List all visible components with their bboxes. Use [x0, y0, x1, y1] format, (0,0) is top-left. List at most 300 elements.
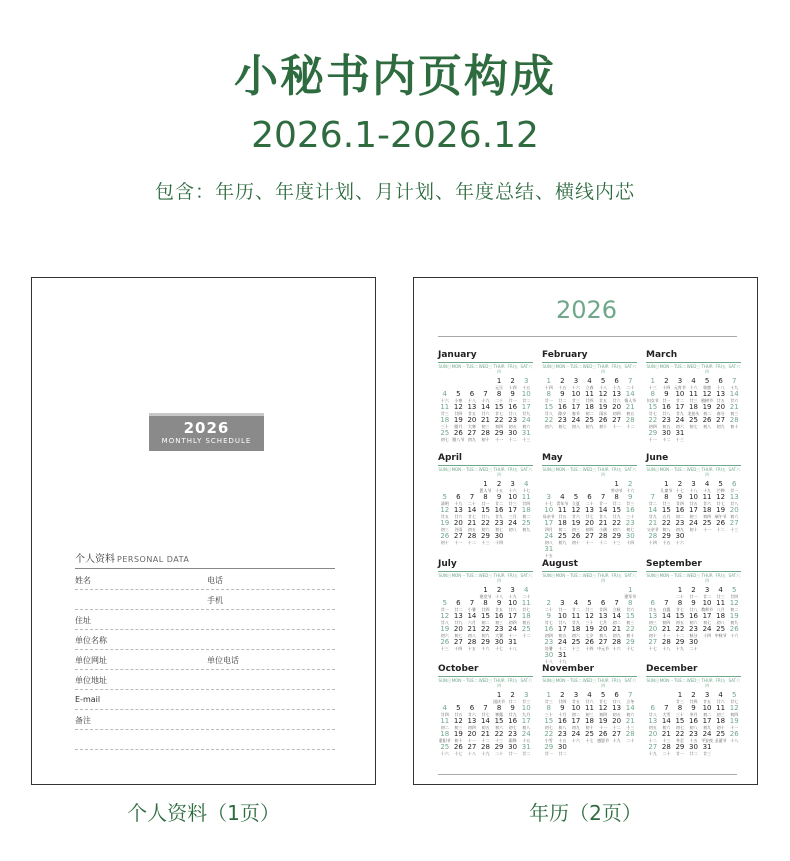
day-cell — [596, 599, 610, 612]
day-cell — [452, 493, 466, 506]
day-number: 18 — [702, 506, 712, 514]
day-number: 20 — [467, 730, 477, 738]
lunar-date: 十六 — [508, 488, 517, 493]
day-number: 9 — [560, 704, 565, 712]
day-number: 24 — [521, 730, 531, 738]
day-number: 19 — [440, 625, 450, 633]
lunar-date: 初四 — [495, 424, 504, 429]
day-cell — [610, 704, 624, 717]
form-field-label: 手机 — [207, 596, 223, 605]
lunar-date: 二十 — [467, 501, 476, 506]
lunar-date: 圣诞节 — [714, 738, 727, 743]
day-number: 8 — [496, 390, 502, 398]
day-number: 7 — [627, 691, 633, 699]
lunar-date: 廿三 — [662, 501, 671, 506]
day-number: 6 — [718, 377, 723, 385]
day-cell — [687, 717, 701, 730]
weekday-label: THUR四 — [701, 678, 713, 688]
day-cell — [492, 717, 506, 730]
lunar-date: 初六 — [689, 620, 698, 625]
day-cell — [492, 691, 506, 704]
lunar-date: 劳动节 — [610, 488, 623, 493]
form-field-label: 单位电话 — [207, 656, 239, 665]
lunar-date: 感恩节 — [597, 738, 610, 743]
day-cell — [556, 493, 570, 506]
day-number: 25 — [521, 519, 531, 527]
lunar-date: 初九 — [675, 527, 684, 532]
day-number: 10 — [508, 493, 518, 501]
day-cell — [610, 599, 624, 612]
day-cell — [465, 532, 479, 545]
day-cell — [519, 691, 533, 704]
lunar-date: 十七 — [544, 501, 553, 506]
day-cell — [660, 586, 674, 599]
lunar-date: 初六 — [571, 633, 580, 638]
lunar-date: 三十 — [626, 514, 635, 519]
day-number: 16 — [508, 717, 518, 725]
weekday-label: FRI五 — [611, 364, 622, 369]
lunar-date: 初三 — [689, 514, 698, 519]
day-cell — [687, 403, 701, 416]
lunar-date: 廿六 — [508, 607, 517, 612]
lunar-date: 廿八 — [544, 411, 553, 416]
lunar-date: 廿五 — [467, 411, 476, 416]
lunar-date: 十六 — [626, 488, 635, 493]
day-cell — [438, 493, 452, 506]
day-number: 2 — [546, 599, 552, 607]
day-number: 5 — [704, 377, 710, 385]
day-cell — [623, 519, 637, 532]
lunar-date: 廿五 — [599, 398, 608, 403]
day-cell — [714, 586, 728, 599]
day-number: 25 — [702, 519, 712, 527]
weekday-label: FRI五 — [611, 573, 622, 578]
lunar-date: 廿一 — [544, 398, 553, 403]
weekday-label: SAT六 — [520, 678, 532, 683]
yearly-calendar-page — [413, 277, 758, 785]
day-number: 5 — [731, 691, 737, 699]
day-number: 26 — [571, 532, 581, 540]
day-number: 7 — [614, 599, 619, 607]
lunar-date: 十八 — [599, 385, 608, 390]
day-cell — [465, 377, 479, 390]
day-cell — [687, 599, 701, 612]
day-cell — [492, 730, 506, 743]
day-number: 14 — [481, 403, 490, 411]
lunar-date: 初九 — [571, 725, 580, 730]
weekday-label: SUN日 — [646, 573, 660, 578]
day-cell — [519, 638, 533, 651]
lunar-date: 初十 — [689, 527, 698, 532]
month-name: October — [438, 664, 479, 674]
lunar-date: 初六 — [495, 725, 504, 730]
lunar-date: 廿二 — [558, 398, 567, 403]
day-cell — [610, 416, 624, 429]
day-cell — [623, 532, 637, 545]
day-number: 2 — [677, 480, 683, 488]
lunar-date: 十七 — [648, 646, 657, 651]
day-number: 15 — [661, 506, 671, 514]
day-cell — [569, 651, 583, 664]
day-cell — [542, 612, 556, 625]
lunar-date: 廿一 — [689, 594, 698, 599]
lunar-date: 十五 — [522, 738, 531, 743]
day-cell — [465, 519, 479, 532]
lunar-date: 十四 — [454, 646, 463, 651]
day-number: 1 — [614, 480, 619, 488]
day-cell — [673, 506, 687, 519]
lunar-date: 儿童节 — [660, 488, 673, 493]
lunar-date: 廿二 — [495, 501, 504, 506]
weekday-label: THUR四 — [701, 573, 713, 583]
day-grid — [646, 377, 741, 442]
day-cell — [452, 691, 466, 704]
day-cell — [452, 390, 466, 403]
lunar-date: 十七 — [454, 751, 463, 756]
form-field-label: 姓名 — [75, 576, 91, 585]
day-cell — [646, 612, 660, 625]
day-cell — [506, 704, 520, 717]
day-cell — [660, 377, 674, 390]
day-cell — [610, 480, 624, 493]
day-cell — [556, 638, 570, 651]
day-cell — [556, 480, 570, 493]
lunar-date: 十九 — [481, 751, 490, 756]
day-cell — [583, 586, 597, 599]
lunar-date: 廿九 — [571, 620, 580, 625]
day-cell — [583, 704, 597, 717]
day-cell — [610, 625, 624, 638]
lunar-date: 十六 — [689, 385, 698, 390]
day-cell — [646, 416, 660, 429]
day-cell — [506, 493, 520, 506]
day-cell — [465, 506, 479, 519]
day-number: 23 — [508, 416, 518, 424]
lunar-date: 雨水 — [599, 411, 608, 416]
day-number: 15 — [544, 717, 554, 725]
day-cell — [479, 416, 493, 429]
lunar-date: 十九 — [558, 659, 567, 664]
day-cell — [646, 506, 660, 519]
day-cell — [542, 691, 556, 704]
day-cell — [714, 403, 728, 416]
day-number: 16 — [544, 625, 554, 633]
weekday-label: FRI五 — [715, 573, 726, 578]
day-number: 15 — [625, 612, 635, 620]
lunar-date: 十六 — [481, 646, 490, 651]
day-cell — [727, 612, 741, 625]
weekday-label: SAT六 — [624, 678, 636, 683]
day-number: 24 — [557, 638, 567, 646]
lunar-date: 小满 — [599, 527, 608, 532]
day-cell — [687, 519, 701, 532]
day-cell — [569, 480, 583, 493]
weekday-label: SUN日 — [438, 467, 452, 472]
day-number: 12 — [453, 717, 463, 725]
lunar-date: 寒露 — [495, 712, 504, 717]
lunar-date: 十二 — [467, 540, 476, 545]
day-cell — [700, 416, 714, 429]
lunar-date: 廿五 — [558, 514, 567, 519]
day-cell — [727, 599, 741, 612]
lunar-date: 廿一 — [440, 607, 449, 612]
day-cell — [465, 730, 479, 743]
month-name: May — [542, 453, 563, 463]
lunar-date: 中秋节 — [714, 633, 727, 638]
weekday-header — [646, 362, 741, 375]
lunar-date: 廿八 — [508, 411, 517, 416]
day-cell — [506, 743, 520, 756]
lunar-date: 廿五 — [703, 699, 712, 704]
day-number: 14 — [625, 390, 635, 398]
day-number: 11 — [521, 599, 531, 607]
lunar-date: 廿七 — [495, 411, 504, 416]
day-number: 3 — [704, 586, 710, 594]
weekday-label: SUN日 — [646, 678, 660, 683]
day-number: 22 — [625, 625, 635, 633]
lunar-date: 初三 — [571, 527, 580, 532]
lunar-date: 廿八 — [648, 712, 657, 717]
lunar-date: 十八 — [467, 398, 476, 403]
day-cell — [610, 638, 624, 651]
day-cell — [492, 390, 506, 403]
lunar-date: 初二 — [571, 712, 580, 717]
calendar-year: 2026 — [555, 296, 618, 324]
day-number: 4 — [573, 599, 579, 607]
day-cell — [506, 403, 520, 416]
weekday-label: THUR四 — [493, 573, 505, 583]
day-number: 27 — [612, 730, 622, 738]
lunar-date: 十六 — [571, 738, 580, 743]
day-cell — [492, 493, 506, 506]
day-number: 16 — [689, 612, 698, 620]
day-cell — [583, 480, 597, 493]
lunar-date: 十三 — [648, 385, 657, 390]
day-number: 31 — [508, 638, 518, 646]
day-cell — [519, 416, 533, 429]
weekday-label: TUE二 — [569, 573, 582, 578]
day-number: 2 — [691, 691, 696, 699]
day-number: 22 — [675, 730, 685, 738]
day-cell — [583, 545, 597, 558]
day-cell — [673, 743, 687, 756]
day-number: 5 — [731, 586, 737, 594]
month-name: August — [542, 559, 578, 569]
day-number: 14 — [661, 612, 671, 620]
day-cell — [714, 416, 728, 429]
day-cell — [700, 717, 714, 730]
lunar-date: 除夕 — [558, 411, 567, 416]
day-number: 28 — [467, 532, 477, 540]
weekday-label: TUE二 — [569, 678, 582, 683]
day-cell — [583, 532, 597, 545]
day-cell — [687, 493, 701, 506]
day-number: 18 — [521, 612, 531, 620]
day-number: 1 — [677, 691, 683, 699]
day-number: 5 — [600, 691, 606, 699]
day-cell — [465, 586, 479, 599]
day-cell — [673, 532, 687, 545]
day-cell — [687, 480, 701, 493]
lunar-date: 八月 — [716, 607, 725, 612]
day-number: 24 — [508, 625, 518, 633]
lunar-date: 二十 — [544, 607, 553, 612]
lunar-date: 中元节 — [597, 646, 610, 651]
lunar-date: 廿二 — [612, 501, 621, 506]
day-cell — [542, 717, 556, 730]
day-number: 8 — [546, 704, 552, 712]
day-number: 11 — [689, 390, 698, 398]
day-number: 16 — [689, 717, 698, 725]
day-number: 2 — [627, 480, 633, 488]
day-number: 3 — [546, 493, 552, 501]
day-cell — [465, 390, 479, 403]
lunar-date: 十八 — [662, 646, 671, 651]
day-cell — [583, 599, 597, 612]
lunar-date: 十八 — [689, 488, 698, 493]
day-number: 13 — [716, 390, 726, 398]
day-grid — [646, 691, 741, 756]
day-number: 22 — [544, 730, 554, 738]
day-cell — [569, 493, 583, 506]
day-cell — [519, 730, 533, 743]
day-number: 21 — [467, 625, 477, 633]
weekday-label: MON一 — [451, 364, 466, 369]
lunar-date: 廿九 — [612, 514, 621, 519]
lunar-date: 妇女节 — [646, 398, 659, 403]
lunar-date: 十五 — [662, 540, 671, 545]
lunar-date: 廿一 — [662, 398, 671, 403]
day-number: 19 — [453, 730, 463, 738]
day-number: 30 — [625, 532, 635, 540]
lunar-date: 廿八 — [440, 620, 449, 625]
form-field-label: 单位名称 — [75, 636, 107, 645]
personal-data-heading — [75, 550, 335, 569]
day-cell — [556, 691, 570, 704]
day-cell — [479, 532, 493, 545]
day-number: 10 — [702, 599, 712, 607]
lunar-date: 廿六 — [716, 699, 725, 704]
day-cell — [479, 730, 493, 743]
form-field-label: 备注 — [75, 716, 91, 725]
lunar-date: 腊月 — [454, 424, 463, 429]
lunar-date: 初六 — [544, 424, 553, 429]
day-cell — [506, 416, 520, 429]
weekday-label: SUN日 — [438, 573, 452, 578]
day-number: 30 — [494, 532, 504, 540]
day-number: 6 — [650, 704, 656, 712]
weekday-label: TUE二 — [673, 573, 686, 578]
day-cell — [660, 506, 674, 519]
lunar-date: 初三 — [585, 712, 594, 717]
lunar-date: 十六 — [612, 646, 621, 651]
form-row — [75, 570, 335, 590]
day-cell — [506, 717, 520, 730]
day-number: 23 — [675, 519, 685, 527]
day-cell — [687, 586, 701, 599]
day-cell — [687, 638, 701, 651]
lunar-date: 愚人节 — [479, 488, 492, 493]
day-cell — [569, 730, 583, 743]
day-number: 7 — [483, 390, 488, 398]
day-number: 31 — [675, 429, 685, 437]
month-name: February — [542, 350, 588, 360]
day-number: 6 — [469, 390, 475, 398]
lunar-date: 廿七 — [522, 607, 531, 612]
day-number: 9 — [496, 493, 502, 501]
lunar-date: 十九 — [612, 385, 621, 390]
day-number: 19 — [729, 612, 739, 620]
day-number: 14 — [729, 390, 739, 398]
day-cell — [479, 691, 493, 704]
day-cell — [673, 429, 687, 442]
lunar-date: 廿四 — [730, 594, 739, 599]
day-cell — [542, 403, 556, 416]
day-cell — [673, 403, 687, 416]
weekday-label: SUN日 — [438, 364, 452, 369]
lunar-date: 廿四 — [522, 501, 531, 506]
lunar-date: 十六 — [730, 633, 739, 638]
day-cell — [673, 704, 687, 717]
day-cell — [438, 638, 452, 651]
day-number: 23 — [544, 638, 554, 646]
day-cell — [623, 638, 637, 651]
lunar-date: 初九 — [703, 725, 712, 730]
day-cell — [452, 480, 466, 493]
weekday-label: WED三 — [582, 678, 597, 683]
day-cell — [646, 691, 660, 704]
weekday-label: WED三 — [582, 467, 597, 472]
day-cell — [492, 416, 506, 429]
day-number: 30 — [494, 638, 504, 646]
lunar-date: 初七 — [508, 725, 517, 730]
lunar-date: 重阳节 — [438, 738, 451, 743]
form-row — [75, 650, 335, 670]
day-cell — [623, 730, 637, 743]
lunar-date: 初七 — [495, 527, 504, 532]
lunar-date: 初八 — [508, 527, 517, 532]
day-number: 3 — [523, 377, 529, 385]
day-number: 28 — [648, 532, 658, 540]
lunar-date: 廿九 — [522, 411, 531, 416]
day-cell — [583, 651, 597, 664]
day-number: 11 — [585, 704, 594, 712]
day-number: 5 — [456, 390, 461, 398]
lunar-date: 初二 — [703, 411, 712, 416]
lunar-date: 廿三 — [675, 699, 684, 704]
day-cell — [542, 586, 556, 599]
day-cell — [438, 730, 452, 743]
day-cell — [542, 743, 556, 756]
day-cell — [569, 743, 583, 756]
form-row — [75, 730, 335, 750]
day-cell — [465, 691, 479, 704]
weekday-header — [542, 362, 637, 375]
day-number: 12 — [440, 612, 450, 620]
lunar-date: 廿六 — [454, 514, 463, 519]
day-cell — [506, 506, 520, 519]
day-cell — [646, 493, 660, 506]
day-cell — [542, 625, 556, 638]
lunar-date: 十三 — [612, 540, 621, 545]
lunar-date: 初四 — [544, 633, 553, 638]
day-cell — [479, 717, 493, 730]
day-cell — [687, 691, 701, 704]
day-cell — [492, 743, 506, 756]
lunar-date: 十二 — [675, 633, 684, 638]
day-cell — [646, 429, 660, 442]
month-calendar — [542, 453, 637, 558]
